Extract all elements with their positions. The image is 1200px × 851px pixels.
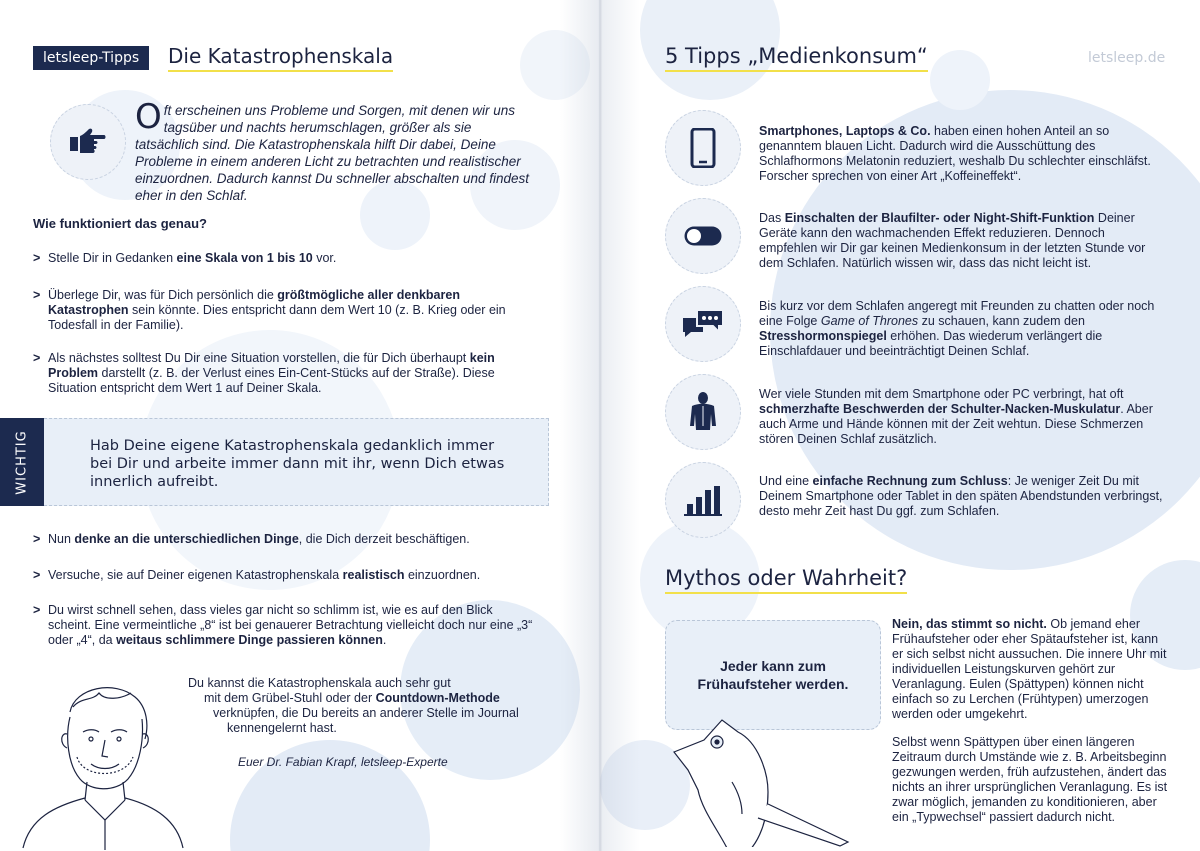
- list-item: > Stelle Dir in Gedanken eine Skala von 1 bis 10 vor.: [33, 251, 337, 265]
- myth-answer: Nein, das stimmt so nicht. Ob jemand eher Frühaufsteher oder eher Spätaufsteher ist, kann er sich selbst nicht aussuchen. Die innere Uhr mit individuellen Leistungskurven gehört zur Veranlagung. Eulen (Spättypen) können nicht einfach so zu Lerchen (Frühtypen) umerzogen werden oder umgekehrt.: [892, 617, 1167, 721]
- bullet-marker: >: [33, 603, 41, 617]
- tip-5-text: Und eine einfache Rechnung zum Schluss: Je weniger Zeit Du mit Deinem Smartphone oder Tablet in den späten Abendstunden verbringst, desto mehr Zeit hast Du ggf. zum Schlafen.: [759, 474, 1163, 518]
- bullet-marker: >: [33, 568, 41, 582]
- signature: Euer Dr. Fabian Krapf, letsleep-Experte: [238, 755, 448, 769]
- tip-icon-circle: [665, 110, 741, 186]
- tip-1-text: Smartphones, Laptops & Co. haben einen hohen Anteil an so genanntem blauen Licht. Dadurch wird die Ausschüttung des Schlafhormons Melatonin reduziert, weshalb Du schlechter einschläfst. Forscher sprechen von einer Art „Koffeineffekt“.: [759, 124, 1151, 183]
- tip-icon-circle: [665, 462, 741, 538]
- right-page: [600, 0, 1200, 851]
- expert-portrait-illustration: [15, 672, 185, 851]
- smartphone-icon: [690, 128, 716, 168]
- list-item: > Versuche, sie auf Deiner eigenen Katastrophenskala realistisch einzuordnen.: [33, 568, 481, 582]
- tip-icon-circle: [665, 374, 741, 450]
- pointing-hand-circle: [50, 104, 126, 180]
- toggle-icon: [683, 225, 723, 247]
- bullet-marker: >: [33, 532, 41, 546]
- decor-bubble: [930, 50, 990, 110]
- important-callout: Hab Deine eigene Katastrophenskala gedanklich immer bei Dir und arbeite immer dann mit ihr, wenn Dich etwas innerlich aufreibt.: [44, 418, 549, 506]
- closing-line-4: kennengelernt hast.: [227, 721, 337, 735]
- site-url: letsleep.de: [1088, 50, 1166, 66]
- how-it-works-heading: Wie funktioniert das genau?: [33, 216, 207, 231]
- important-label: WICHTIG: [14, 429, 30, 495]
- important-label-tab: [0, 418, 44, 506]
- bullet-marker: >: [33, 288, 41, 302]
- tip-2-text: Das Einschalten der Blaufilter- oder Night-Shift-Funktion Deiner Geräte kann den wachmachenden Effekt reduzieren. Dennoch empfehlen wir Dir gar keinen Medienkonsum in der letzten Stunde vor dem Schlafen. Natürlich wissen wir, dass das nicht leicht ist.: [759, 211, 1146, 270]
- bullet-marker: >: [33, 351, 41, 365]
- closing-line-2: mit dem Grübel-Stuhl oder der Countdown-Methode: [204, 691, 500, 705]
- book-spine: [560, 0, 640, 851]
- back-muscles-icon: [688, 392, 718, 432]
- closing-line-1: Du kannst die Katastrophenskala auch sehr gut: [188, 676, 451, 690]
- intro-body: ft erscheinen uns Probleme und Sorgen, mit denen wir uns tagsüber und nachts herumschlagen, größer als sie tatsächlich sind. Die Katastrophenskala hilft Dir dabei, Deine Probleme in einem anderen Licht zu betrachten und realistischer einzuordnen. Dadurch kannst Du schneller abschalten und findest eher in den Schlaf.: [135, 103, 529, 203]
- list-item: > Nun denke an die unterschiedlichen Dinge, die Dich derzeit beschäftigen.: [33, 532, 470, 546]
- drop-cap: O: [135, 97, 162, 137]
- closing-line-3: verknüpfen, die Du bereits an anderer Stelle im Journal: [213, 706, 519, 720]
- myth-title: Mythos oder Wahrheit?: [665, 566, 907, 594]
- chat-bubbles-icon: [681, 308, 725, 340]
- intro-text: [135, 97, 535, 204]
- pointing-hand-icon: [68, 127, 108, 157]
- list-item: > Überlege Dir, was für Dich persönlich die größtmögliche aller denkbaren Katastrophen sein könnte. Dies entspricht dann dem Wert 10 (z. B. Krieg oder ein Todesfall in der Familie).: [33, 288, 506, 332]
- bar-chart-icon: [683, 484, 723, 516]
- section-tag: letsleep-Tipps: [33, 46, 149, 70]
- tip-icon-circle: [665, 198, 741, 274]
- tips-title: 5 Tipps „Medienkonsum“: [665, 44, 928, 72]
- tip-icon-circle: [665, 286, 741, 362]
- myth-statement-box: Jeder kann zum Frühaufsteher werden.: [665, 620, 881, 730]
- list-item: > Als nächstes solltest Du Dir eine Situation vorstellen, die für Dich überhaupt kein Problem darstellt (z. B. der Verlust eines Ein-Cent-Stücks auf der Straße). Diese Situation entspricht dem Wert 1 auf Deiner Skala.: [33, 351, 495, 395]
- list-item: > Du wirst schnell sehen, dass vieles gar nicht so schlimm ist, wie es auf den Blick scheint. Eine vermeintliche „8“ ist bei genauerer Betrachtung vielleicht doch nur eine „3“ oder „4“, da weitaus schlimmere Dinge passieren können.: [33, 603, 533, 647]
- page-title: Die Katastrophenskala: [168, 44, 393, 72]
- myth-answer-2: Selbst wenn Spättypen über einen längeren Zeitraum durch Umstände wie z. B. Arbeitsbeginn gezwungen werden, früh aufzustehen, ändert das nichts an ihrer ursprünglichen Veranlagung. Es ist zwar möglich, jemanden zu konditionieren, aber ein „Typwechsel“ passiert dadurch nicht.: [892, 735, 1168, 824]
- owl-illustration: [672, 712, 862, 847]
- tip-4-text: Wer viele Stunden mit dem Smartphone oder PC verbringt, hat oft schmerzhafte Beschwerden der Schulter-Nacken-Muskulatur. Aber auch Arme und Hände können mit der Zeit wehtun. Diese Schmerzen stören Deinen Schlaf zusätzlich.: [759, 387, 1153, 446]
- bullet-marker: >: [33, 251, 41, 265]
- tip-3-text: Bis kurz vor dem Schlafen angeregt mit Freunden zu chatten oder noch eine Folge Game of Thrones zu schauen, kann zudem den Stresshormonspiegel erhöhen. Das wiederum verlängert die Einschlafdauer und beeinträchtigt Deinen Schlaf.: [759, 299, 1155, 358]
